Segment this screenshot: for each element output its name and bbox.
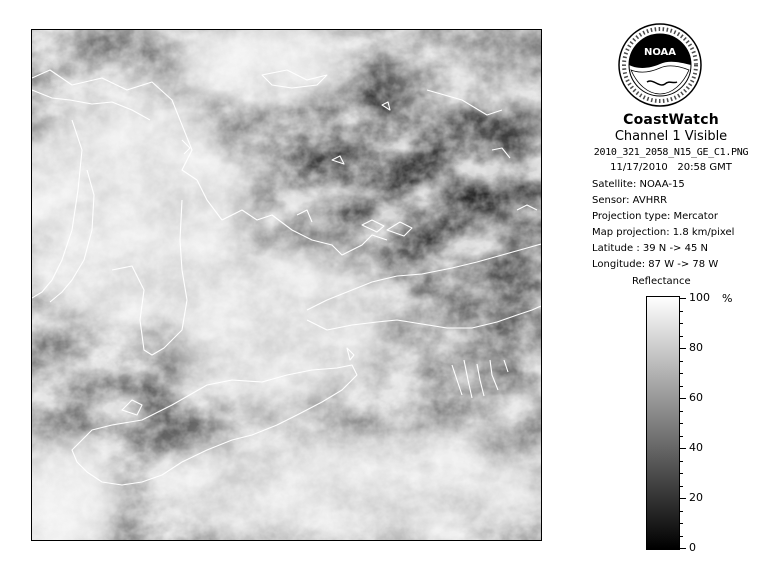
colorbar-minor-tick xyxy=(680,311,683,312)
longitude-info: Longitude: 87 W -> 78 W xyxy=(592,259,719,270)
colorbar-tick xyxy=(680,548,686,549)
colorbar-minor-tick xyxy=(680,486,683,487)
datetime xyxy=(560,162,782,173)
colorbar-minor-tick xyxy=(680,361,683,362)
image-filename: 2010_321_2058_N15_GE_C1.PNG xyxy=(593,147,749,158)
colorbar-tick xyxy=(680,398,686,399)
colorbar-minor-tick xyxy=(680,436,683,437)
map-projection-info: Map projection: 1.8 km/pixel xyxy=(592,227,735,238)
colorbar-minor-tick xyxy=(680,473,683,474)
colorbar-minor-tick xyxy=(680,511,683,512)
colorbar-minor-tick xyxy=(680,423,683,424)
colorbar-tick-label: 40 xyxy=(689,441,703,454)
colorbar-tick-label: 100 xyxy=(689,291,710,304)
colorbar-tick-label: 60 xyxy=(689,391,703,404)
colorbar-minor-tick xyxy=(680,536,683,537)
colorbar-unit: % xyxy=(722,292,733,305)
colorbar-minor-tick xyxy=(680,386,683,387)
colorbar-minor-tick xyxy=(680,411,683,412)
colorbar-minor-tick xyxy=(680,336,683,337)
colorbar-minor-tick xyxy=(680,523,683,524)
colorbar-tick xyxy=(680,298,686,299)
time-text: 20:58 GMT xyxy=(677,162,732,173)
noaa-logo xyxy=(617,22,703,108)
channel-subtitle: Channel 1 Visible xyxy=(614,129,728,144)
satellite-info: Satellite: NOAA-15 xyxy=(592,179,685,190)
colorbar-minor-tick xyxy=(680,461,683,462)
date-text: 11/17/2010 xyxy=(610,162,668,173)
logo-text: NOAA xyxy=(643,47,677,58)
satellite-image-svg xyxy=(32,30,541,540)
colorbar-title: Reflectance xyxy=(632,276,691,287)
colorbar-minor-tick xyxy=(680,323,683,324)
cloud-speckle xyxy=(32,30,541,540)
latitude-info: Latitude : 39 N -> 45 N xyxy=(592,243,708,254)
colorbar-tick xyxy=(680,448,686,449)
colorbar-gradient xyxy=(646,296,680,550)
sensor-info: Sensor: AVHRR xyxy=(592,195,668,206)
colorbar-tick xyxy=(680,498,686,499)
projection-type-info: Projection type: Mercator xyxy=(592,211,718,222)
colorbar-tick-label: 20 xyxy=(689,491,703,504)
satellite-image xyxy=(31,29,542,541)
colorbar-minor-tick xyxy=(680,373,683,374)
colorbar-tick-label: 80 xyxy=(689,341,703,354)
colorbar-tick xyxy=(680,348,686,349)
brand-title: CoastWatch xyxy=(623,112,719,128)
colorbar-tick-label: 0 xyxy=(689,541,696,554)
